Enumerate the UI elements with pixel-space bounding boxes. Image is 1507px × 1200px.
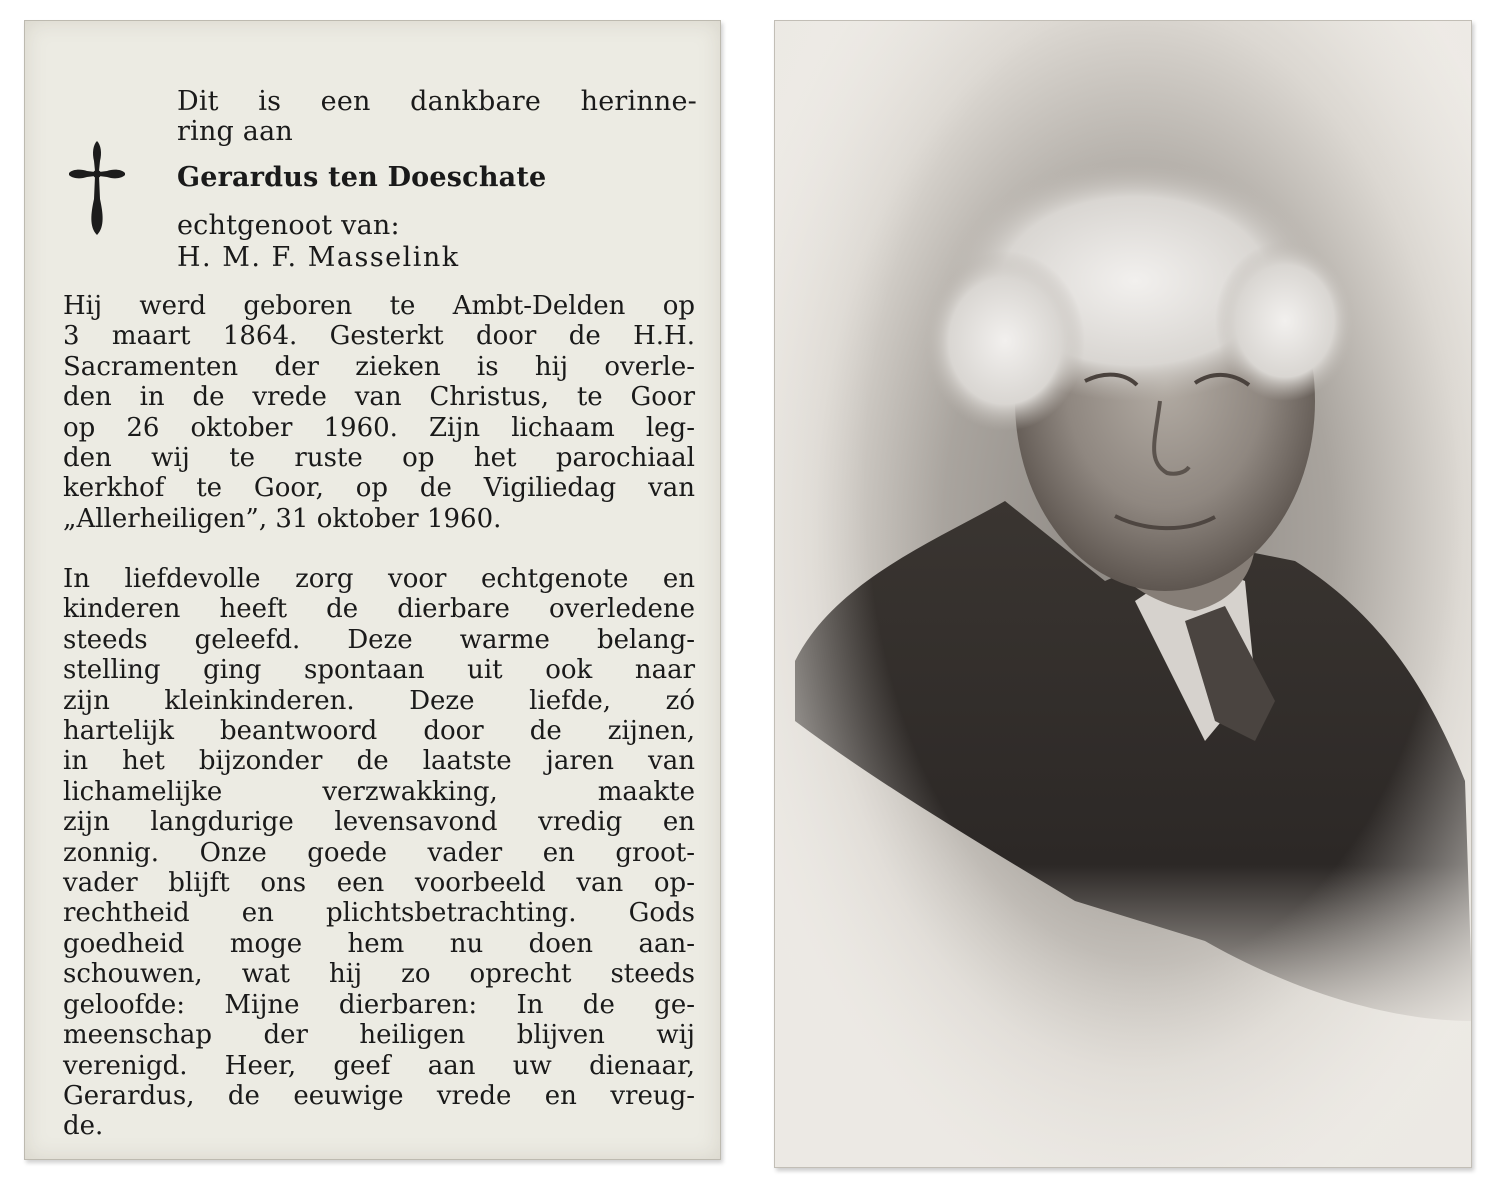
- cross-icon: [67, 139, 127, 237]
- header-line: ring aan: [177, 116, 293, 147]
- header-intro: [177, 87, 697, 147]
- text-line: kerkhof te Goor, op de Vigiliedag van: [63, 473, 695, 504]
- text-line: lichamelijke verzwakking, maakte: [63, 776, 695, 807]
- text-line: op 26 oktober 1960. Zijn lichaam leg-: [63, 412, 695, 443]
- text-line: vader blijft ons een voorbeeld van op-: [63, 868, 695, 899]
- memorial-text-card: [24, 20, 721, 1160]
- text-line: kinderen heeft de dierbare overledene: [63, 594, 695, 625]
- text-line: hartelijk beantwoord door de zijnen,: [63, 716, 695, 747]
- biography-paragraph: [63, 291, 695, 534]
- text-line: meenschap der heiligen blijven wij: [63, 1020, 695, 1051]
- text-line: Gerardus, de eeuwige vrede en vreug-: [63, 1080, 695, 1111]
- text-line: verenigd. Heer, geef aan uw dienaar,: [63, 1050, 695, 1081]
- text-line: de.: [63, 1111, 104, 1142]
- spouse-name: H. M. F. Masselink: [177, 242, 460, 273]
- text-line: Hij werd geboren te Ambt-Delden op: [63, 291, 695, 321]
- text-line: goedheid moge hem nu doen aan-: [63, 928, 695, 959]
- text-line: rechtheid en plichtsbetrachting. Gods: [63, 898, 695, 929]
- spouse-label: echtgenoot van:: [177, 210, 400, 241]
- text-line: „Allerheiligen”, 31 oktober 1960.: [63, 503, 502, 534]
- text-line: geloofde: Mijne dierbaren: In de ge-: [63, 989, 695, 1020]
- text-line: zijn langdurige levensavond vredig en: [63, 807, 695, 838]
- text-line: Sacramenten der zieken is hij overle-: [63, 351, 695, 382]
- tribute-paragraph: [63, 564, 695, 1142]
- deceased-name: Gerardus ten Doeschate: [177, 162, 547, 193]
- text-line: schouwen, wat hij zo oprecht steeds: [63, 959, 695, 990]
- text-line: zijn kleinkinderen. Deze liefde, zó: [63, 685, 695, 716]
- text-line: den wij te ruste op het parochiaal: [63, 443, 695, 474]
- header-line: Dit is een dankbare herinne-: [177, 86, 697, 117]
- text-line: stelling ging spontaan uit ook naar: [63, 655, 695, 686]
- text-line: in het bijzonder de laatste jaren van: [63, 746, 695, 777]
- text-line: zonnig. Onze goede vader en groot-: [63, 837, 695, 868]
- text-line: steeds geleefd. Deze warme belang-: [63, 624, 695, 655]
- text-line: In liefdevolle zorg voor echtgenote en: [63, 564, 695, 594]
- portrait-photo: [775, 21, 1472, 1168]
- portrait-photo-card: [774, 20, 1472, 1168]
- text-line: 3 maart 1864. Gesterkt door de H.H.: [63, 321, 695, 352]
- text-line: den in de vrede van Christus, te Goor: [63, 382, 695, 413]
